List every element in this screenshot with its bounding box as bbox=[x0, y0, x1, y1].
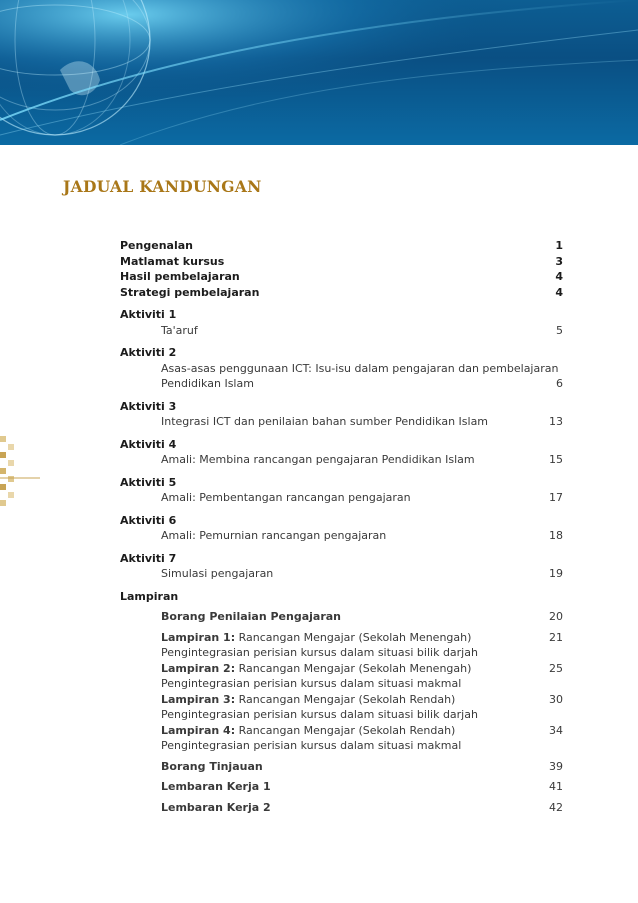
toc-entry[interactable]: Matlamat kursus 3 bbox=[120, 254, 563, 268]
toc-entry-line: Pengintegrasian perisian kursus dalam situasi makmal bbox=[161, 677, 462, 690]
table-of-contents bbox=[120, 238, 563, 815]
toc-entry[interactable]: Simulasi pengajaran 19 bbox=[161, 567, 563, 580]
toc-entry[interactable]: Borang Penilaian Pengajaran 20 bbox=[161, 610, 563, 623]
toc-entry-line: Pengintegrasian perisian kursus dalam situasi makmal bbox=[161, 739, 462, 752]
toc-entry-line: Pengintegrasian perisian kursus dalam situasi bilik darjah bbox=[161, 708, 478, 721]
toc-entry-line[interactable]: Asas-asas penggunaan ICT: Isu-isu dalam pengajaran dan pembelajaran bbox=[161, 361, 559, 375]
toc-entry[interactable]: Amali: Pemurnian rancangan pengajaran 18 bbox=[161, 529, 563, 542]
aktiviti-heading: Aktiviti 2 bbox=[120, 346, 177, 359]
page-title: JADUAL KANDUNGAN bbox=[63, 177, 262, 196]
toc-entry[interactable]: Lembaran Kerja 2 42 bbox=[161, 800, 563, 814]
toc-entry[interactable]: Borang Tinjauan 39 bbox=[161, 759, 563, 773]
toc-entry[interactable]: Lampiran 3: Rancangan Mengajar (Sekolah Rendah) 30 bbox=[161, 692, 563, 706]
toc-entry[interactable]: Lampiran 1: Rancangan Mengajar (Sekolah Menengah) 21 bbox=[161, 630, 563, 644]
toc-entry[interactable]: Lembaran Kerja 1 41 bbox=[161, 780, 563, 793]
header-banner bbox=[0, 0, 638, 145]
toc-entry[interactable]: Pengenalan 1 bbox=[120, 239, 563, 252]
aktiviti-heading: Aktiviti 5 bbox=[120, 475, 177, 489]
toc-entry[interactable]: Hasil pembelajaran 4 bbox=[120, 270, 563, 283]
lampiran-heading: Lampiran bbox=[120, 589, 179, 603]
toc-entry[interactable]: Lampiran 2: Rancangan Mengajar (Sekolah Menengah) 25 bbox=[161, 661, 563, 675]
aktiviti-heading: Aktiviti 6 bbox=[120, 513, 177, 527]
toc-entry[interactable]: Ta'aruf 5 bbox=[161, 323, 563, 337]
toc-entry[interactable]: Amali: Membina rancangan pengajaran Pendidikan Islam 15 bbox=[161, 453, 563, 466]
aktiviti-heading: Aktiviti 4 bbox=[120, 437, 177, 451]
toc-entry[interactable]: Strategi pembelajaran 4 bbox=[120, 285, 563, 299]
aktiviti-heading: Aktiviti 1 bbox=[120, 308, 177, 321]
globe-graphic bbox=[0, 0, 638, 145]
aktiviti-heading: Aktiviti 7 bbox=[120, 551, 177, 565]
toc-entry[interactable]: Lampiran 4: Rancangan Mengajar (Sekolah Rendah) 34 bbox=[161, 723, 563, 737]
toc-entry[interactable]: Amali: Pembentangan rancangan pengajaran 17 bbox=[161, 491, 563, 504]
toc-entry-line: Pengintegrasian perisian kursus dalam situasi bilik darjah bbox=[161, 646, 478, 659]
aktiviti-heading: Aktiviti 3 bbox=[120, 399, 177, 413]
side-decoration bbox=[0, 436, 40, 512]
toc-entry[interactable]: Integrasi ICT dan penilaian bahan sumber Pendidikan Islam 13 bbox=[161, 415, 563, 428]
toc-entry[interactable]: Pendidikan Islam 6 bbox=[161, 377, 563, 390]
